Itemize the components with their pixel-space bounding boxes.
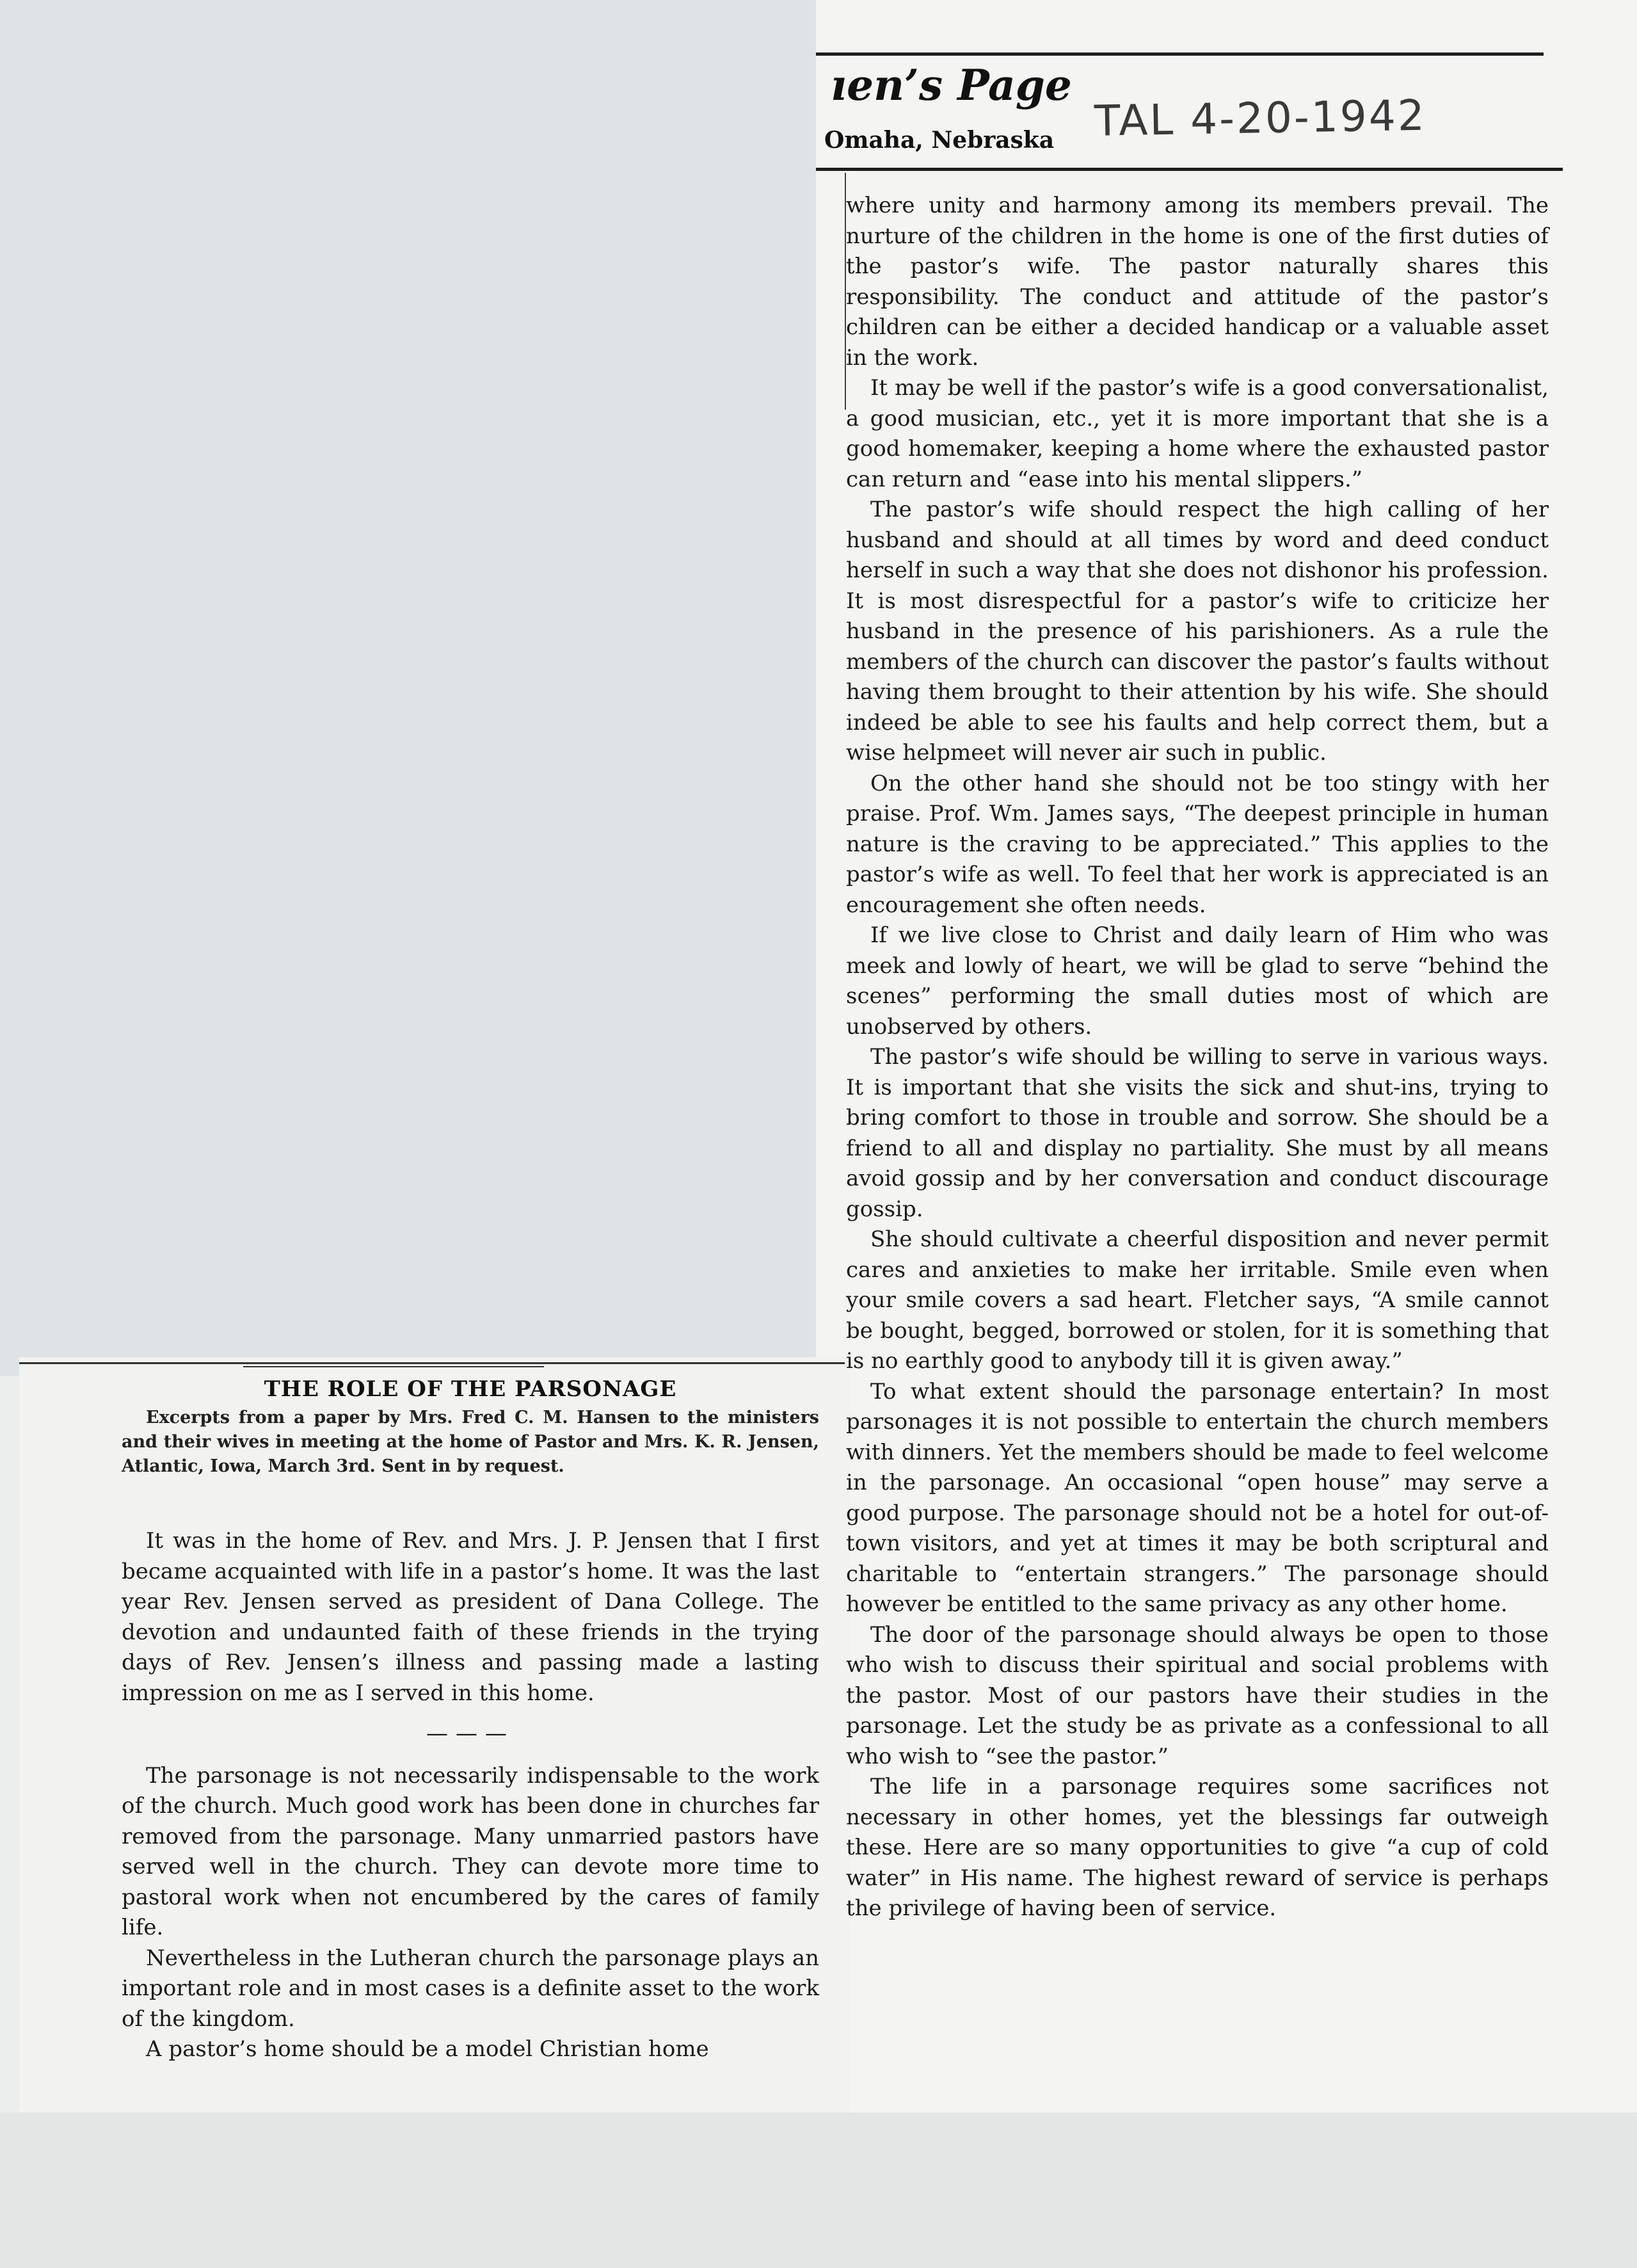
- paragraph: The pastor’s wife should respect the high calling of her husband and should at all times by word and deed conduct herself in such a way that she does not dishonor his profession. It is most disrespectful for a pastor’s wife to criticize her husband in the presence of his parishioners. As a rule the members of the church can discover the pastor’s faults without having them brought to their attention by his wife. She should indeed be able to see his faults and help correct them, but a wise helpmeet will never air such in public.: [846, 497, 1549, 766]
- article-right-column: [846, 191, 1549, 1924]
- scan-bottom-margin: [0, 2112, 1637, 2268]
- left-clipping-top-rule: [19, 1362, 845, 1364]
- paragraph: It was in the home of Rev. and Mrs. J. P. Jensen that I first became acquainted with life in a pastor’s home. It was the last year Rev. Jensen served as president of Dana College. The devotion and undaunted faith of these friends in the trying days of Rev. Jensen’s illness and passing made a lasting impression on me as I served in this home.: [122, 1528, 819, 1706]
- masthead-bottom-rule: [816, 168, 1563, 171]
- masthead-top-rule: [816, 52, 1544, 56]
- paragraph: On the other hand she should not be too stingy with her praise. Prof. Wm. James says, “The deepest principle in human nature is the craving to be appreciated.” This applies to the pastor’s wife as well. To feel that her work is appreciated is an encouragement she often needs.: [846, 770, 1549, 918]
- paragraph: If we live close to Christ and daily learn of Him who was meek and lowly of heart, we will be glad to serve “behind the scenes” performing the small duties most of which are unobserved by others.: [846, 922, 1549, 1040]
- article-left-column: [122, 1526, 819, 2065]
- page-section-title: ıen’s Page: [831, 60, 1072, 110]
- article-headline: THE ROLE OF THE PARSONAGE: [264, 1376, 677, 1402]
- handwritten-date-text: TAL 4-20-1942: [1094, 90, 1427, 146]
- section-separator: ———: [426, 1721, 515, 1746]
- paragraph: where unity and harmony among its members prevail. The nurture of the children in the home is one of the first duties of the pastor’s wife. The pastor naturally shares this responsibility. The conduct and attitude of the pastor’s children can be either a decided handicap or a valuable asset in the work.: [846, 193, 1549, 371]
- masthead-city: Omaha, Nebraska: [824, 127, 1055, 154]
- paragraph: The pastor’s wife should be willing to serve in various ways. It is important that she visits the sick and shut-ins, trying to bring comfort to those in trouble and sorrow. She should be a friend to all and display no partiality. She must by all means avoid gossip and by her conversation and conduct discourage gossip.: [846, 1044, 1549, 1222]
- paragraph: To what extent should the parsonage entertain? In most parsonages it is not possible to entertain the church members with dinners. Yet the members should be made to feel welcome in the parsonage. An occasional “open house” may serve a good purpose. The parsonage should not be a hotel for out-of-town visitors, and yet at times it may be both scriptural and charitable to “entertain strangers.” The parsonage should however be entitled to the same privacy as any other home.: [846, 1378, 1549, 1617]
- paragraph: Nevertheless in the Lutheran church the parsonage plays an important role and in most cases is a definite asset to the work of the kingdom.: [122, 1945, 819, 2032]
- blank-backing-sheet: [0, 0, 826, 1376]
- headline-rule: [243, 1366, 544, 1367]
- article-intro: Excerpts from a paper by Mrs. Fred C. M. Hansen to the ministers and their wives in meeting at the home of Pastor and Mrs. K. R. Jensen, Atlantic, Iowa, March 3rd. Sent in by request.: [122, 1408, 819, 1476]
- handwritten-date-annotation: [1088, 84, 1446, 149]
- paragraph: The parsonage is not necessarily indispensable to the work of the church. Much good work has been done in churches far removed from the parsonage. Many unmarried pastors have served well in the church. They can devote more time to pastoral work when not encumbered by the cares of family life.: [122, 1762, 819, 1940]
- paragraph: The door of the parsonage should always be open to those who wish to discuss their spiritual and social problems with the pastor. Most of our pastors have their studies in the parsonage. Let the study be as private as a confessional to all who wish to “see the pastor.”: [846, 1621, 1549, 1769]
- paragraph: A pastor’s home should be a model Christian home: [146, 2036, 709, 2062]
- paragraph: It may be well if the pastor’s wife is a good conversationalist, a good musician, etc., yet it is more important that she is a good homemaker, keeping a home where the exhausted pastor can return and “ease into his mental slippers.”: [846, 375, 1549, 492]
- paragraph: The life in a parsonage requires some sacrifices not necessary in other homes, yet the blessings far outweigh these. Here are so many opportunities to give “a cup of cold water” in His name. The highest reward of service is perhaps the privilege of having been of service.: [846, 1774, 1549, 1921]
- paragraph: She should cultivate a cheerful disposition and never permit cares and anxieties to make her irritable. Smile even when your smile covers a sad heart. Fletcher says, “A smile cannot be bought, begged, borrowed or stolen, for it is something that is no earthly good to anybody till it is given away.”: [846, 1226, 1549, 1374]
